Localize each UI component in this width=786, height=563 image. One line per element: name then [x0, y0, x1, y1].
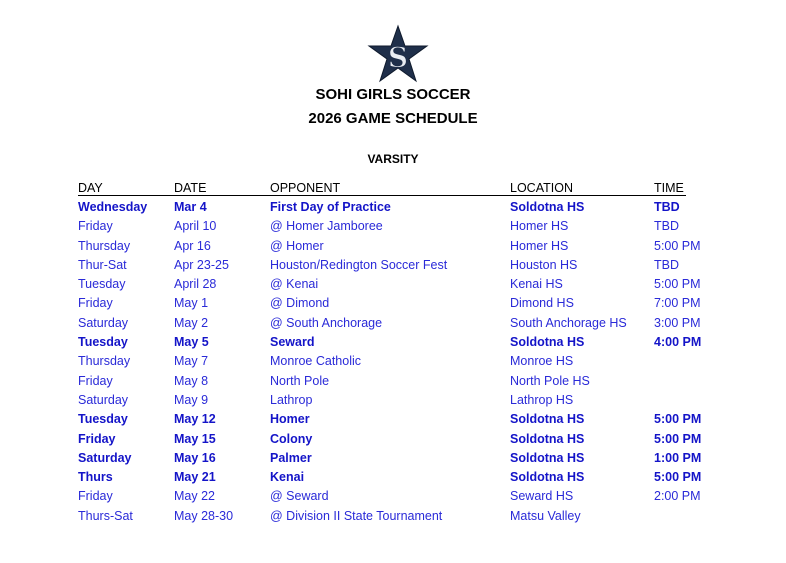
- cell-time: 5:00 PM: [654, 470, 702, 485]
- cell-day: Tuesday: [78, 412, 128, 427]
- cell-location: Kenai HS: [510, 277, 563, 292]
- cell-time: 5:00 PM: [654, 277, 701, 292]
- cell-location: Soldotna HS: [510, 335, 585, 350]
- cell-time: 4:00 PM: [654, 335, 702, 350]
- cell-date: May 7: [174, 354, 209, 369]
- table-row: [0, 372, 786, 391]
- logo-letter: S: [387, 41, 409, 74]
- cell-time: 5:00 PM: [654, 238, 701, 253]
- table-row: [0, 352, 786, 371]
- cell-time: 3:00 PM: [654, 315, 701, 330]
- cell-location: Soldotna HS: [510, 412, 585, 427]
- cell-time: 5:00 PM: [654, 412, 702, 427]
- cell-date: May 1: [174, 296, 209, 311]
- cell-day: Thurs-Sat: [78, 508, 133, 523]
- cell-opponent: Colony: [270, 431, 313, 446]
- cell-date: May 21: [174, 470, 216, 485]
- table-row: [0, 198, 786, 217]
- page-subtitle: 2026 GAME SCHEDULE: [308, 110, 478, 127]
- cell-day: Wednesday: [78, 200, 148, 214]
- header-opponent: OPPONENT: [270, 181, 341, 195]
- cell-time: TBD: [654, 257, 679, 272]
- cell-opponent: Kenai: [270, 470, 305, 485]
- cell-location: Soldotna HS: [510, 431, 585, 446]
- cell-time: 2:00 PM: [654, 489, 701, 504]
- header-underline: [78, 195, 686, 196]
- cell-location: Soldotna HS: [510, 470, 585, 485]
- table-row: [0, 507, 786, 526]
- header-date: DATE: [174, 181, 207, 195]
- cell-location: Homer HS: [510, 238, 569, 253]
- cell-location: Matsu Valley: [510, 508, 581, 523]
- table-row: [0, 217, 786, 236]
- table-row: [0, 487, 786, 506]
- cell-date: May 8: [174, 373, 209, 388]
- cell-location: Seward HS: [510, 489, 574, 504]
- cell-date: April 28: [174, 277, 217, 292]
- cell-opponent: @ South Anchorage: [270, 315, 383, 330]
- cell-date: Apr 16: [174, 238, 211, 253]
- cell-time: 7:00 PM: [654, 296, 701, 311]
- page-title: SOHI GIRLS SOCCER: [315, 86, 471, 103]
- table-row: [0, 410, 786, 429]
- cell-day: Friday: [78, 431, 116, 446]
- cell-date: May 16: [174, 450, 216, 465]
- cell-opponent: @ Kenai: [270, 277, 319, 292]
- header-location: LOCATION: [510, 181, 573, 195]
- cell-day: Friday: [78, 296, 113, 311]
- cell-day: Saturday: [78, 315, 129, 330]
- cell-time: TBD: [654, 200, 680, 214]
- cell-opponent: First Day of Practice: [270, 200, 391, 214]
- cell-opponent: Monroe Catholic: [270, 354, 362, 369]
- cell-date: May 9: [174, 392, 209, 407]
- cell-day: Tuesday: [78, 335, 128, 350]
- cell-day: Friday: [78, 489, 113, 504]
- header-day: DAY: [78, 181, 103, 195]
- cell-time: TBD: [654, 219, 679, 234]
- cell-time: 1:00 PM: [654, 450, 702, 465]
- table-row: [0, 275, 786, 294]
- cell-location: Monroe HS: [510, 354, 574, 369]
- table-row: [0, 237, 786, 256]
- cell-location: Homer HS: [510, 219, 569, 234]
- cell-opponent: Palmer: [270, 450, 312, 465]
- cell-opponent: @ Seward: [270, 489, 329, 504]
- cell-date: May 22: [174, 489, 215, 504]
- cell-location: North Pole HS: [510, 373, 590, 388]
- cell-date: May 5: [174, 335, 209, 350]
- cell-date: Mar 4: [174, 200, 207, 214]
- cell-opponent: @ Homer Jamboree: [270, 219, 383, 234]
- cell-opponent: Lathrop: [270, 392, 313, 407]
- cell-opponent: @ Division II State Tournament: [270, 508, 443, 523]
- cell-location: South Anchorage HS: [510, 315, 627, 330]
- cell-opponent: Homer: [270, 412, 310, 427]
- table-row: [0, 449, 786, 468]
- cell-day: Thurs: [78, 470, 113, 485]
- cell-day: Thur-Sat: [78, 257, 127, 272]
- cell-day: Saturday: [78, 450, 132, 465]
- cell-day: Thursday: [78, 238, 131, 253]
- table-row: [0, 294, 786, 313]
- cell-day: Saturday: [78, 392, 129, 407]
- cell-date: May 12: [174, 412, 216, 427]
- cell-location: Houston HS: [510, 257, 578, 272]
- cell-location: Lathrop HS: [510, 392, 574, 407]
- table-row: [0, 314, 786, 333]
- cell-day: Friday: [78, 373, 113, 388]
- cell-date: April 10: [174, 219, 217, 234]
- section-heading: VARSITY: [367, 152, 419, 166]
- table-row: [0, 391, 786, 410]
- cell-date: May 28-30: [174, 508, 234, 523]
- table-row: [0, 468, 786, 487]
- cell-opponent: @ Homer: [270, 238, 324, 253]
- cell-opponent: North Pole: [270, 373, 330, 388]
- cell-location: Dimond HS: [510, 296, 574, 311]
- cell-location: Soldotna HS: [510, 450, 585, 465]
- table-row: [0, 430, 786, 449]
- cell-location: Soldotna HS: [510, 200, 585, 214]
- table-row: [0, 333, 786, 352]
- schedule-table: [0, 198, 786, 526]
- cell-day: Thursday: [78, 354, 131, 369]
- cell-date: May 2: [174, 315, 209, 330]
- cell-day: Tuesday: [78, 277, 126, 292]
- cell-date: Apr 23-25: [174, 257, 229, 272]
- cell-date: May 15: [174, 431, 216, 446]
- cell-opponent: Seward: [270, 335, 315, 350]
- cell-opponent: @ Dimond: [270, 296, 330, 311]
- school-star-logo: [367, 24, 429, 84]
- cell-opponent: Houston/Redington Soccer Fest: [270, 257, 448, 272]
- table-row: [0, 256, 786, 275]
- cell-day: Friday: [78, 219, 113, 234]
- cell-time: 5:00 PM: [654, 431, 702, 446]
- header-time: TIME: [654, 181, 684, 195]
